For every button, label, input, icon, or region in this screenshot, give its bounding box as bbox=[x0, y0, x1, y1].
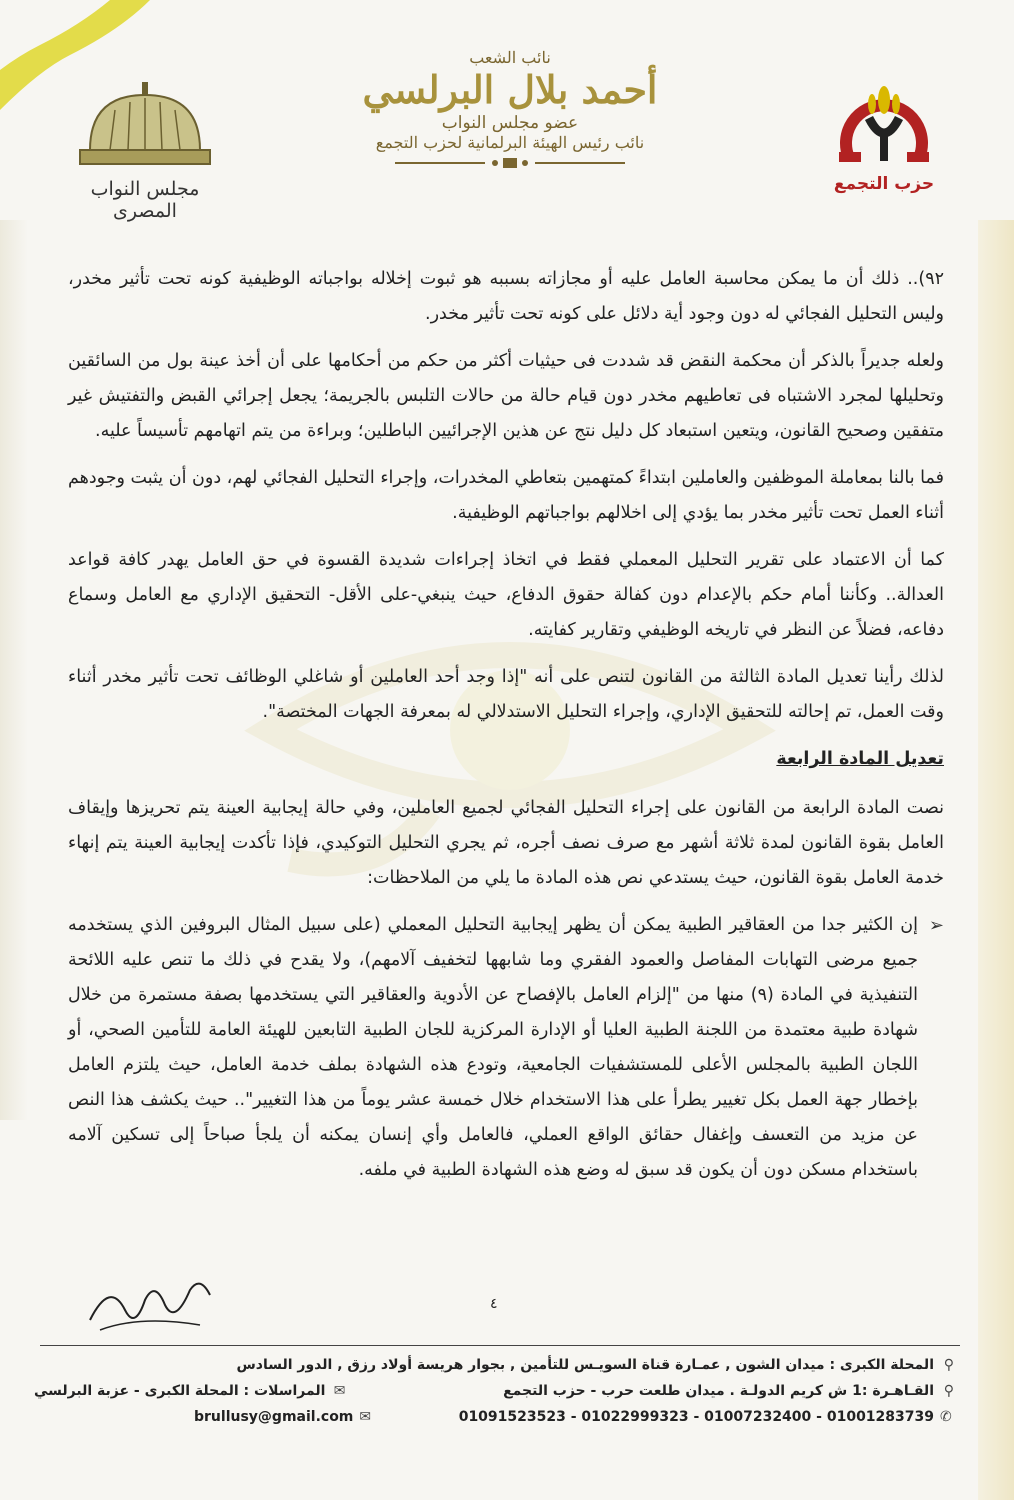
paragraph-5: لذلك رأينا تعديل المادة الثالثة من القانون لتنص على أنه "إذا وجد أحد العاملين أو شاغلي الوظائف تحت تأثير مخدر أثناء وقت العمل، تم إحالته للتحقيق الإداري، وإجراء التحليل الاستدلالي له بمعرفة الجهات المختصة". bbox=[68, 667, 944, 722]
paragraph-6: نصت المادة الرابعة من القانون على إجراء التحليل الفجائي لجميع العاملين، وفي حالة إيجابية العينة يتم تحريزها وإيقاف العامل بقوة القانون لمدة ثلاثة أشهر مع صرف نصف أجره، ثم يجري التحليل التوكيدي، فإذا تأكدت إيجابية العينة يتم إنهاء خدمة العامل بقوة القانون، حيث يستدعي نص هذه المادة ما يلي من الملاحظات: bbox=[68, 798, 944, 888]
email-address[interactable]: brullusy@gmail.com ✉ bbox=[194, 1404, 373, 1430]
bullet-item bbox=[68, 908, 944, 1188]
page-number: ٤ bbox=[490, 1296, 498, 1312]
handwritten-signature bbox=[80, 1270, 220, 1340]
footer-row-1 bbox=[34, 1352, 954, 1378]
footer-row-3 bbox=[34, 1404, 954, 1430]
paragraph-2: ولعله جديراً بالذكر أن محكمة النقض قد شددت فى حيثيات أكثر من حكم من أحكامها على أن أخذ عينة بول من السائقين وتحليلها لمجرد الاشتباه فى تعاطيهم مخدر دون قيام حالة من حالات التلبس بالجريمة؛ يجعل إجرائي القبض والتفتيش غير متفقين وصحيح القانون، ويتعين استبعاد كل دليل نتج عن هذين الإجرائيين الباطلين؛ وبراءة من يتم اتهامهم تأسيساً عليه. bbox=[68, 351, 944, 441]
deputy-label: نائب الشعب bbox=[469, 48, 551, 67]
bullet-text: إن الكثير جدا من العقاقير الطبية يمكن أن يظهر إيجابية التحليل المعملي (على سبيل المثال البروفين الذي يستخدمه جميع مرضى التهابات المفاصل والعمود الفقري وما شابهها لتخفيف آلامهم)، ولا يقدح في ذلك ما تنص عليه اللائحة التنفيذية في المادة (٩) منها من "إلزام العامل بالإفصاح عن الأدوية والعقاقير التي يستخدمها بصفة مستمرة من خلال شهادة طبية معتمدة من اللجنة الطبية العليا أو الإدارة المركزية للجان الطبية التابعين للهيئة العامة للتأمين الصحي، أو اللجان الطبية بالمجلس الأعلى للمستشفيات الجامعية، وتودع هذه الشهادة بملف خدمة العامل، حيث يلتزم العامل بإخطار جهة العمل بكل تغيير يطرأ على هذا الاستخدام خلال خمسة عشر يوماً من هذا التغيير".. حيث يكشف هذا النص عن مزيد من التعسف وإغفال حقائق الواقع العملي، فالعامل وأي إنسان يمكنه أن يلجأ صباحاً إلى تسكين آلامه باستخدام مسكن دون أن يكون قد سبق له وضع هذه الشهادة الطبية في ملفه. bbox=[68, 915, 918, 1180]
parliament-logo bbox=[60, 80, 230, 222]
paragraph-1: ٩٢).. ذلك أن ما يمكن محاسبة العامل عليه أو مجازاته بسببه هو ثبوت إخلاله بواجباته الوظيفية كونه تحت تأثير مخدر، وليس التحليل الفجائي له دون وجود أية دلائل على كونه تحت تأثير مخدر. bbox=[68, 269, 944, 324]
party-logo bbox=[824, 78, 944, 194]
envelope-icon: ✉ bbox=[359, 1409, 372, 1425]
role-line: نائب رئيس الهيئة البرلمانية لحزب التجمع bbox=[375, 132, 645, 152]
deputy-name: أحمد بلال البرلسي bbox=[362, 67, 658, 112]
party-name: حزب التجمع bbox=[833, 174, 935, 194]
left-decorative-strip bbox=[0, 220, 28, 1120]
arrow-bullet-icon: ➢ bbox=[928, 915, 944, 936]
location-pin-icon: ⚲ bbox=[943, 1383, 954, 1399]
wheat-gear-icon bbox=[839, 78, 929, 168]
phone-icon: ✆ bbox=[940, 1409, 952, 1425]
address-cairo: ⚲القـاهـرة :1 ش كريم الدولـة . ميدان طلعت حرب - حزب التجمع bbox=[503, 1378, 954, 1404]
footer-divider bbox=[40, 1345, 960, 1346]
correspondence-address: ✉المراسلات : المحلة الكبرى - عزبة البرلسي bbox=[34, 1378, 345, 1404]
footer bbox=[34, 1352, 954, 1430]
header-ornament bbox=[395, 156, 625, 170]
paragraph-4: كما أن الاعتماد على تقرير التحليل المعملي فقط في اتخاذ إجراءات شديدة القسوة في حق العامل يهدر كافة قواعد العدالة.. وكأننا أمام حكم بالإعدام دون كفالة حقوق الدفاع، حيث ينبغي-على الأقل- التحقيق الإداري مع العامل وسماع دفاعه، فضلاً عن النظر في تاريخه الوظيفي وتقارير كفايته. bbox=[68, 550, 944, 640]
section-title: تعديل المادة الرابعة bbox=[776, 749, 944, 769]
right-decorative-strip bbox=[978, 220, 1014, 1500]
phone-numbers: 01091523523 - 01022999323 - 01007232400 - 01001283739 ✆ bbox=[459, 1404, 954, 1430]
address-mahalla: ⚲المحلة الكبرى : ميدان الشون , عمـارة قناة السويـس للتأمين , بجوار هريسة أولاد رزق , الدور السادس bbox=[236, 1352, 954, 1378]
envelope-icon: ✉ bbox=[333, 1383, 346, 1399]
letter-body bbox=[68, 262, 944, 1188]
paragraph-3: فما بالنا بمعاملة الموظفين والعاملين ابتداءً كمتهمين بتعاطي المخدرات، وإجراء التحليل الفجائي لهم، دون أن يثبت وجودهم أثناء العمل تحت تأثير مخدر بما يؤدي إلى اخلالهم بواجباتهم الوظيفية. bbox=[68, 468, 944, 523]
member-line: عضو مجلس النواب bbox=[441, 112, 579, 133]
parliament-dome-icon bbox=[70, 80, 220, 170]
letterhead bbox=[0, 0, 1014, 230]
location-pin-icon: ⚲ bbox=[943, 1357, 954, 1373]
deputy-info bbox=[340, 48, 680, 174]
footer-row-2 bbox=[34, 1378, 954, 1404]
parliament-name: مجلس النواب المصرى bbox=[90, 178, 200, 222]
